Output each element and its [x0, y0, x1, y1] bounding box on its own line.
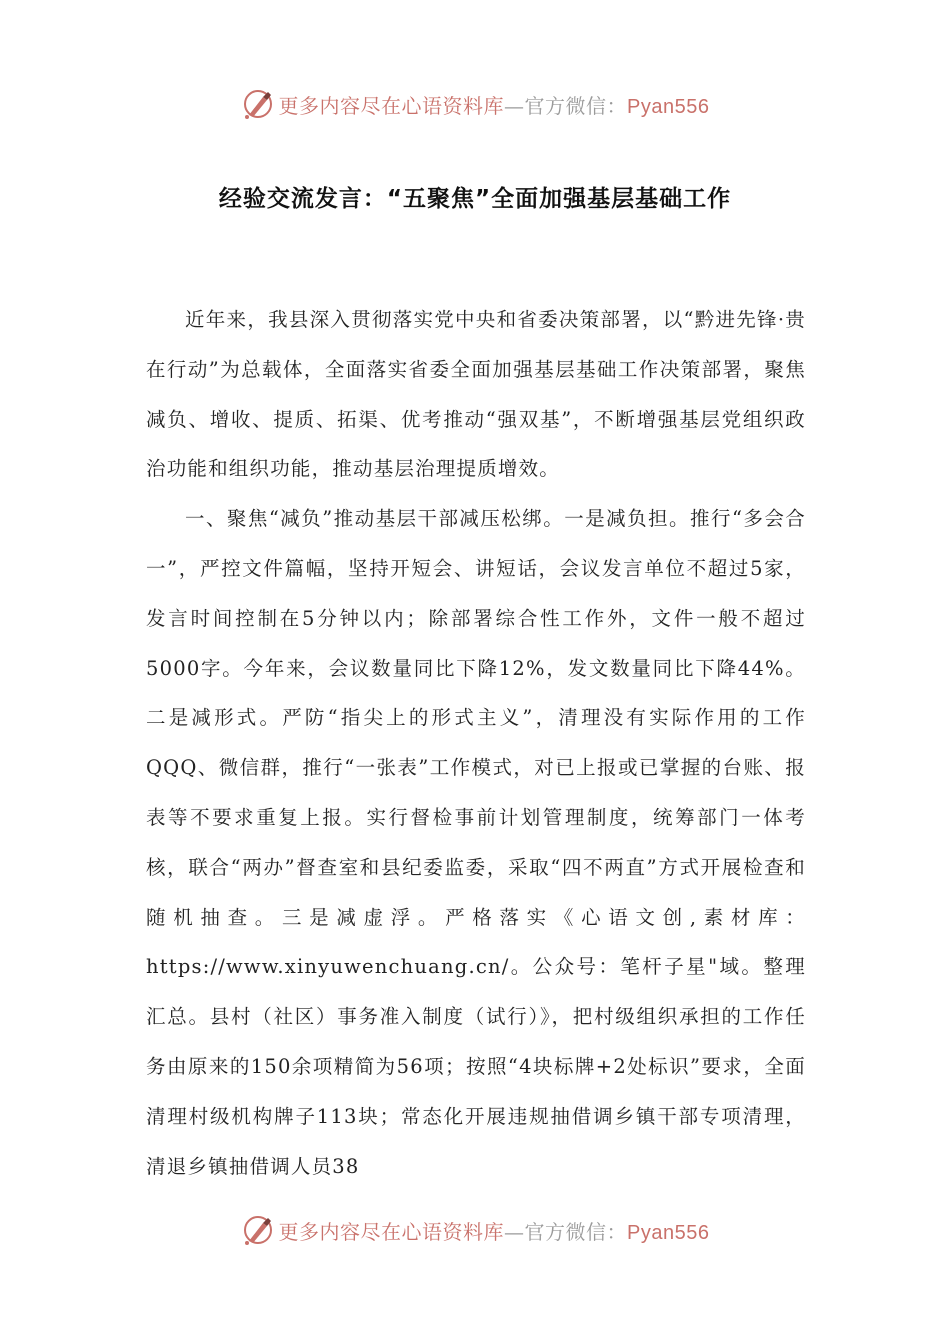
- document-title: 经验交流发言：“五聚焦”全面加强基层基础工作: [218, 186, 732, 212]
- document-body: [146, 295, 806, 1191]
- watermark-dash: —: [504, 1219, 525, 1244]
- footer-watermark-banner: [0, 1210, 950, 1250]
- pen-nib-logo-icon: [241, 1213, 275, 1247]
- watermark-main-text: 更多内容尽在心语资料库: [278, 93, 505, 118]
- watermark-official-label: 官方微信：: [524, 1219, 628, 1244]
- watermark-main-text: 更多内容尽在心语资料库: [278, 1219, 505, 1244]
- paragraph-intro: 近年来，我县深入贯彻落实党中央和省委决策部署，以“黔进先锋·贵在行动”为总载体，全面落实省委全面加强基层基础工作决策部署，聚焦减负、增收、提质、拓渠、优考推动“强双基”，不断增强基层党组织政治功能和组织功能，推动基层治理提质增效。: [146, 308, 806, 481]
- pen-nib-logo-icon: [241, 87, 275, 121]
- watermark-dash: —: [504, 93, 525, 118]
- watermark-wechat-id: Pyan556: [627, 1221, 710, 1244]
- paragraph-section-1: 一、聚焦“减负”推动基层干部减压松绑。一是减负担。推行“多会合一”，严控文件篇幅，坚持开短会、讲短话，会议发言单位不超过5家，发言时间控制在5分钟以内；除部署综合性工作外，文件一般不超过5000字。今年来，会议数量同比下降12%，发文数量同比下降44%。二是减形式。严防“指尖上的形式主义”，清理没有实际作用的工作QQQ、微信群，推行“一张表”工作模式，对已上报或已掌握的台账、报表等不要求重复上报。实行督检事前计划管理制度，统筹部门一体考核，联合“两办”督查室和县纪委监委，采取“四不两直”方式开展检查和随机抽查。三是减虚浮。严格落实《心语文创,素材库：https://www.xinyuwenchuang.cn/。公众号：笔杆子星"域。整理汇总。县村（社区）事务准入制度（试行）》，把村级组织承担的工作任务由原来的150余项精简为56项；按照“4块标牌+2处标识”要求，全面清理村级机构牌子113块；常态化开展违规抽借调乡镇干部专项清理，清退乡镇抽借调人员38: [146, 507, 806, 1178]
- watermark-official-label: 官方微信：: [524, 93, 628, 118]
- watermark-text: [279, 1216, 710, 1245]
- header-watermark-banner: [0, 84, 950, 124]
- watermark-wechat-id: Pyan556: [627, 95, 710, 118]
- watermark-text: [279, 90, 710, 119]
